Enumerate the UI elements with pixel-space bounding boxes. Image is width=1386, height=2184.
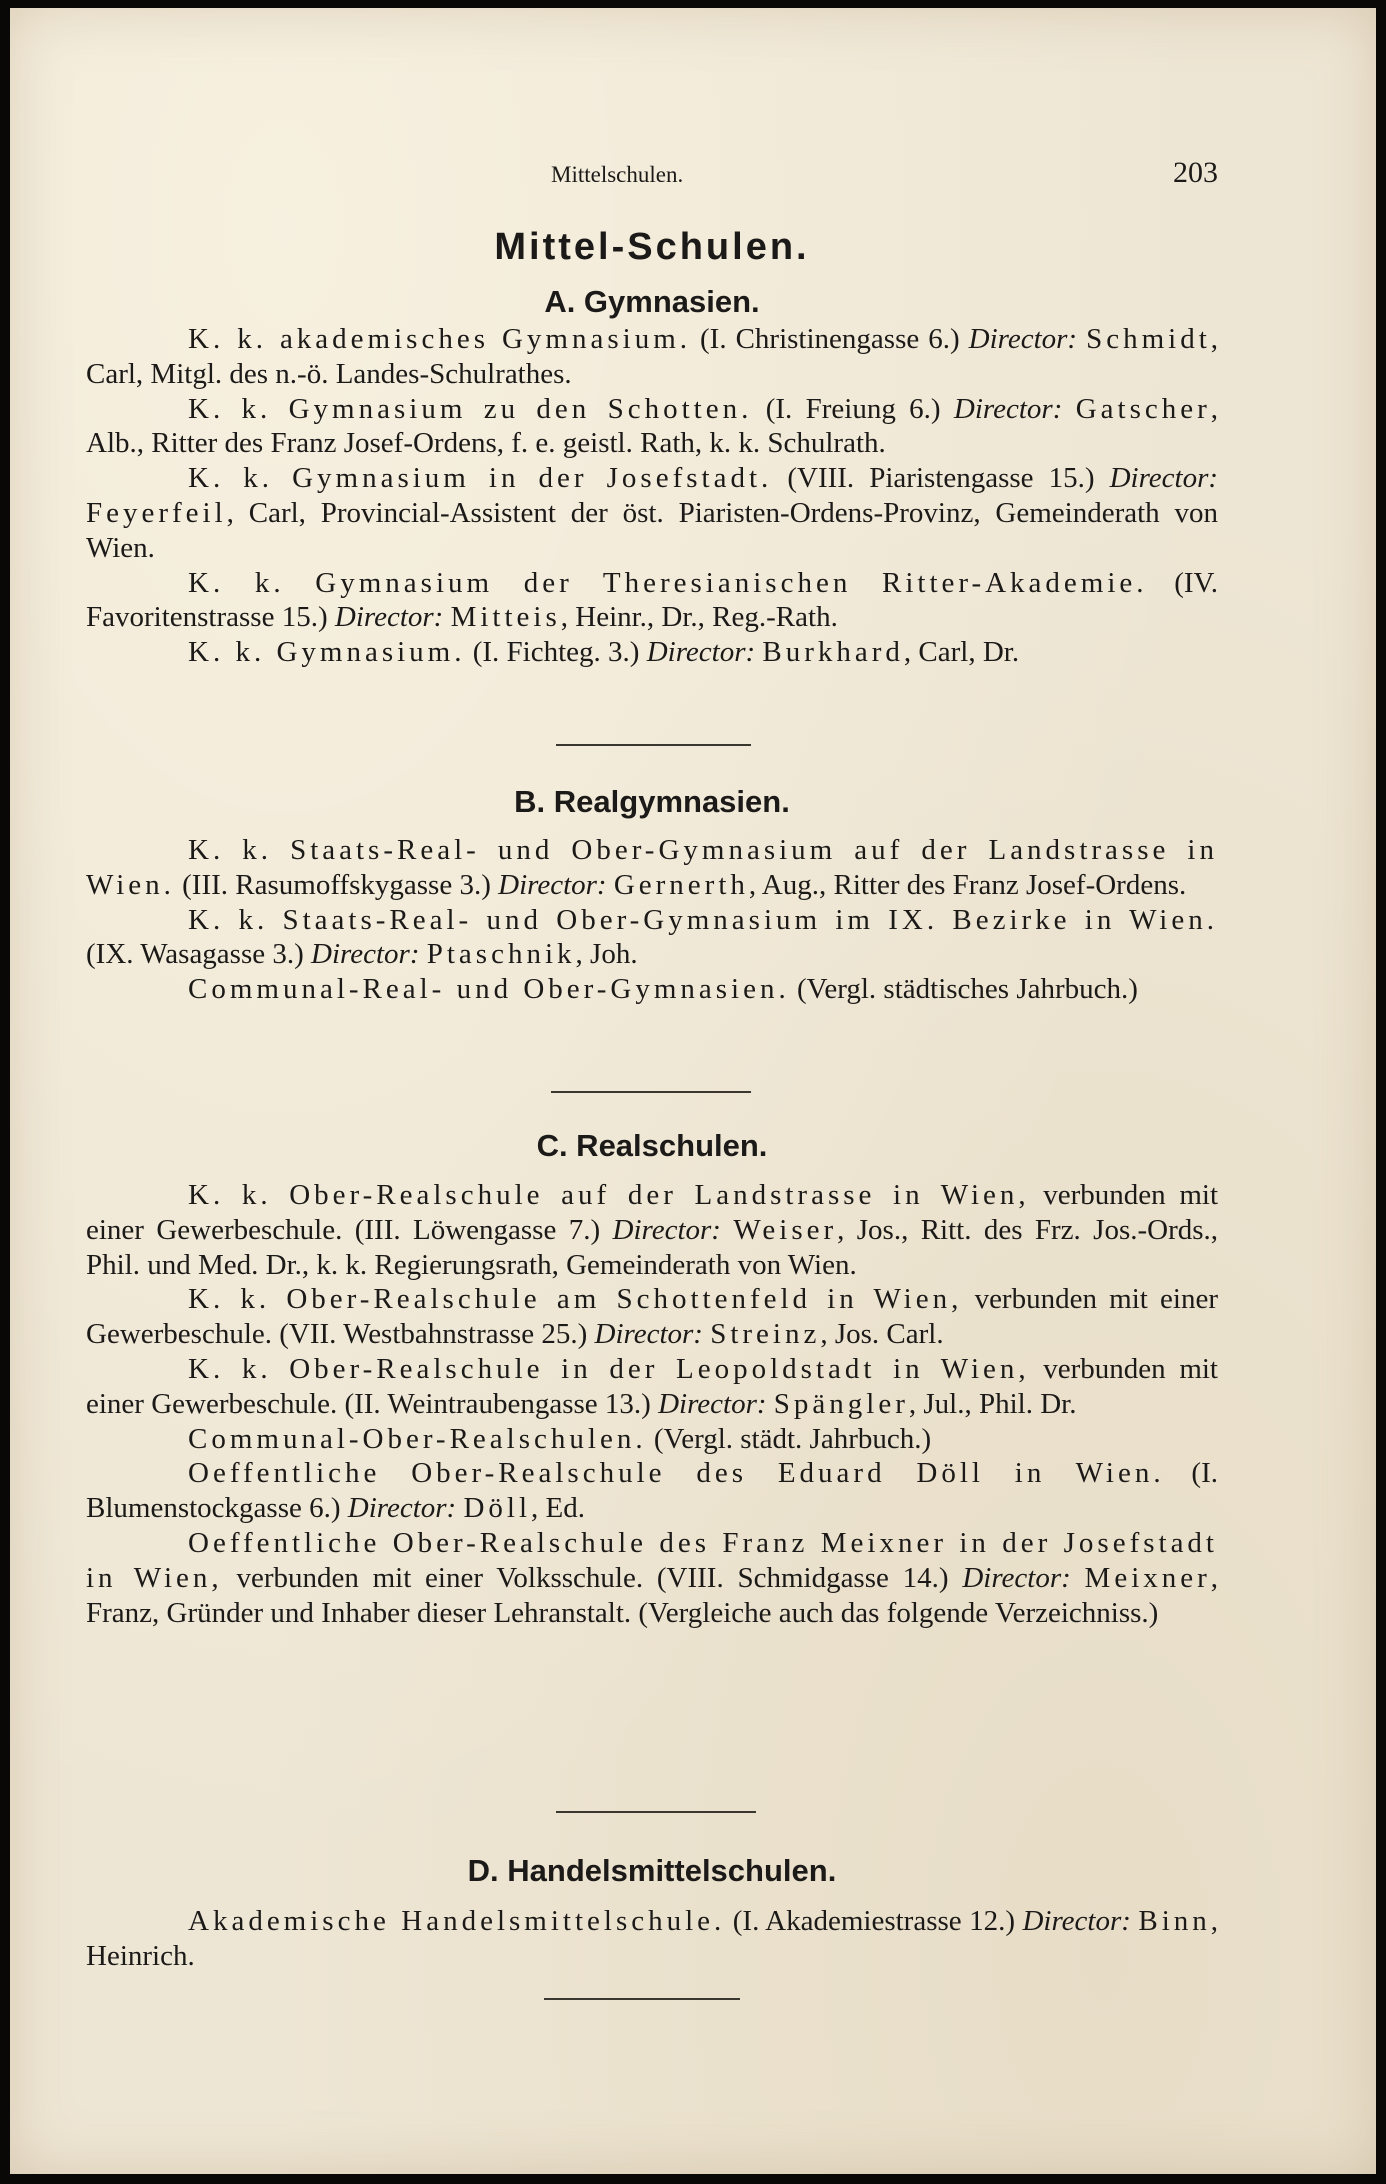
director-label: Director:: [658, 1387, 767, 1420]
school-name: K. k. Gymnasium zu den Schotten.: [188, 392, 753, 425]
entry-suffix: verbunden mit einer Volksschule.: [236, 1561, 644, 1594]
director-label: Director:: [968, 323, 1078, 355]
entry-details: , Ed.: [531, 1492, 585, 1525]
section-d-entries: [86, 1904, 1218, 1974]
school-name: K. k. Ober-Realschule in der Leopoldstadt in Wien,: [188, 1352, 1030, 1385]
entry-suffix: verbunden mit einer Gewerbeschule.: [86, 1283, 1218, 1351]
section-c-title: C. Realschulen.: [536, 1128, 768, 1163]
address: (I. Blumenstockgasse 6.): [86, 1457, 1218, 1525]
director-name: Weiser: [733, 1213, 838, 1246]
address: (III. Rasumoffskygasse 3.): [182, 868, 491, 901]
entry-details: , Jos. Carl.: [820, 1318, 944, 1351]
entry-details: , Franz, Gründer und Inhaber dieser Lehranstalt. (Vergleiche auch das folgende Verzeichniss.): [86, 1561, 1219, 1629]
entry-details: (Vergl. städt. Jahrbuch.): [653, 1422, 932, 1455]
address: (IX. Wasagasse 3.): [86, 938, 304, 971]
school-name: Oeffentliche Ober-Realschule des Franz Meixner in der Josefstadt in Wien,: [86, 1526, 1218, 1594]
address: (III. Löwengasse 7.): [354, 1213, 601, 1246]
entry: [86, 566, 1218, 636]
director-name: Gernerth: [613, 868, 749, 901]
director-label: Director:: [334, 601, 444, 634]
school-name: K. k. Ober-Realschule am Schottenfeld in Wien,: [188, 1283, 963, 1316]
entry: [86, 1178, 1218, 1282]
school-name: K. k. Gymnasium.: [188, 636, 466, 669]
director-label: Director:: [1022, 1905, 1131, 1937]
director-name: Döll: [463, 1492, 532, 1525]
director-label: Director:: [594, 1318, 703, 1351]
director-name: Meixner: [1084, 1561, 1211, 1594]
school-name: K. k. Ober-Realschule auf der Landstrasse in Wien,: [188, 1179, 1030, 1211]
entry: [86, 1456, 1218, 1526]
section-d-title: D. Handelsmittelschulen.: [467, 1853, 837, 1888]
entry-details: , Aug., Ritter des Franz Josef-Ordens.: [748, 868, 1187, 901]
entry: [86, 635, 1218, 670]
address: (VIII. Piaristengasse 15.): [787, 462, 1095, 495]
director-name: Streinz: [710, 1318, 821, 1351]
entry-suffix: verbunden mit einer Gewerbeschule.: [86, 1352, 1218, 1420]
director-label: Director:: [612, 1213, 721, 1246]
main-title: Mittel-Schulen.: [494, 226, 810, 268]
address: (I. Akademiestrasse 12.): [732, 1905, 1015, 1937]
school-name: Communal-Ober-Realschulen.: [188, 1422, 647, 1455]
entry: [86, 1526, 1218, 1630]
school-name: Communal-Real- und Ober-Gymnasien.: [188, 973, 790, 1006]
section-divider: [544, 1998, 740, 2000]
section-divider: [551, 1091, 751, 1093]
address: (VIII. Schmidgasse 14.): [656, 1561, 949, 1594]
school-name: K. k. Staats-Real- und Ober-Gymnasium auf der Landstrasse in Wien.: [86, 834, 1218, 901]
entry-details: , Carl, Mitgl. des n.-ö. Landes-Schulrathes.: [86, 323, 1219, 390]
entry-suffix: verbunden mit einer Gewerbeschule.: [86, 1179, 1218, 1246]
entry: [86, 833, 1218, 903]
director-label: Director:: [311, 938, 420, 971]
entry: [86, 461, 1218, 565]
address: (I. Christinengasse 6.): [700, 323, 960, 355]
address: (II. Weintraubengasse 13.): [344, 1387, 651, 1420]
school-name: K. k. akademisches Gymnasium.: [188, 323, 692, 355]
entry-details: , Carl, Dr.: [903, 636, 1020, 669]
director-label: Director:: [498, 868, 607, 901]
entry: [86, 1422, 1218, 1457]
section-divider: [556, 744, 751, 746]
section-divider: [556, 1811, 756, 1813]
section-a-entries: [86, 322, 1218, 670]
school-name: Oeffentliche Ober-Realschule des Eduard Döll in Wien.: [188, 1457, 1165, 1490]
director-label: Director:: [962, 1561, 1071, 1594]
director-name: Schmidt: [1086, 323, 1211, 355]
entry-details: , Jul., Phil. Dr.: [908, 1387, 1077, 1420]
school-name: K. k. Gymnasium der Theresianischen Ritter-Akademie.: [188, 566, 1148, 599]
director-label: Director:: [646, 636, 756, 669]
entry: [86, 1904, 1218, 1974]
entry-details: , Heinrich.: [86, 1905, 1219, 1972]
entry: [86, 1282, 1218, 1352]
entry-details: , Heinr., Dr., Reg.-Rath.: [560, 601, 838, 634]
address: (VII. Westbahnstrasse 25.): [279, 1318, 588, 1351]
entry: [86, 972, 1218, 1007]
address: (I. Freiung 6.): [765, 392, 941, 425]
section-b-title: B. Realgymnasien.: [514, 784, 790, 819]
address: (I. Fichteg. 3.): [472, 636, 640, 669]
running-title: Mittelschulen.: [551, 162, 684, 187]
section-c-entries: [86, 1178, 1218, 1630]
entry-details: (Vergl. städtisches Jahrbuch.): [796, 973, 1138, 1006]
entry: [86, 903, 1218, 973]
school-name: K. k. Gymnasium in der Josefstadt.: [188, 462, 773, 495]
director-name: Gatscher: [1075, 392, 1211, 425]
entry: [86, 392, 1218, 462]
director-name: Ptaschnik: [426, 938, 576, 971]
director-name: Binn: [1138, 1905, 1211, 1937]
running-header: [86, 154, 1218, 194]
director-label: Director:: [1109, 462, 1219, 495]
director-label: Director:: [347, 1492, 457, 1525]
section-b-entries: [86, 833, 1218, 1007]
entry-details: , Jos., Ritt. des Frz. Jos.-Ords., Phil. und Med. Dr., k. k. Regierungsrath, Gemeinderath von Wien.: [86, 1213, 1219, 1281]
school-name: K. k. Staats-Real- und Ober-Gymnasium im IX. Bezirke in Wien.: [188, 903, 1218, 936]
section-a-title: A. Gymnasien.: [544, 284, 760, 319]
director-name: Burkhard: [762, 636, 904, 669]
school-name: Akademische Handelsmittelschule.: [188, 1905, 726, 1937]
entry-details: , Joh.: [575, 938, 638, 971]
entry: [86, 1352, 1218, 1422]
entry: [86, 322, 1218, 392]
page-number: 203: [1173, 156, 1218, 189]
entry-details: , Alb., Ritter des Franz Josef-Ordens, f. e. geistl. Rath, k. k. Schulrath.: [86, 392, 1219, 460]
director-name: Feyerfeil: [86, 496, 227, 529]
address: (IV. Favoritenstrasse 15.): [86, 566, 1218, 634]
entry-details: , Carl, Provincial-Assistent der öst. Piaristen-Ordens-Provinz, Gemeinderath von Wien.: [86, 496, 1218, 564]
director-name: Spängler: [773, 1387, 909, 1420]
director-label: Director:: [953, 392, 1063, 425]
director-name: Mitteis: [450, 601, 561, 634]
book-page: [10, 8, 1376, 2174]
